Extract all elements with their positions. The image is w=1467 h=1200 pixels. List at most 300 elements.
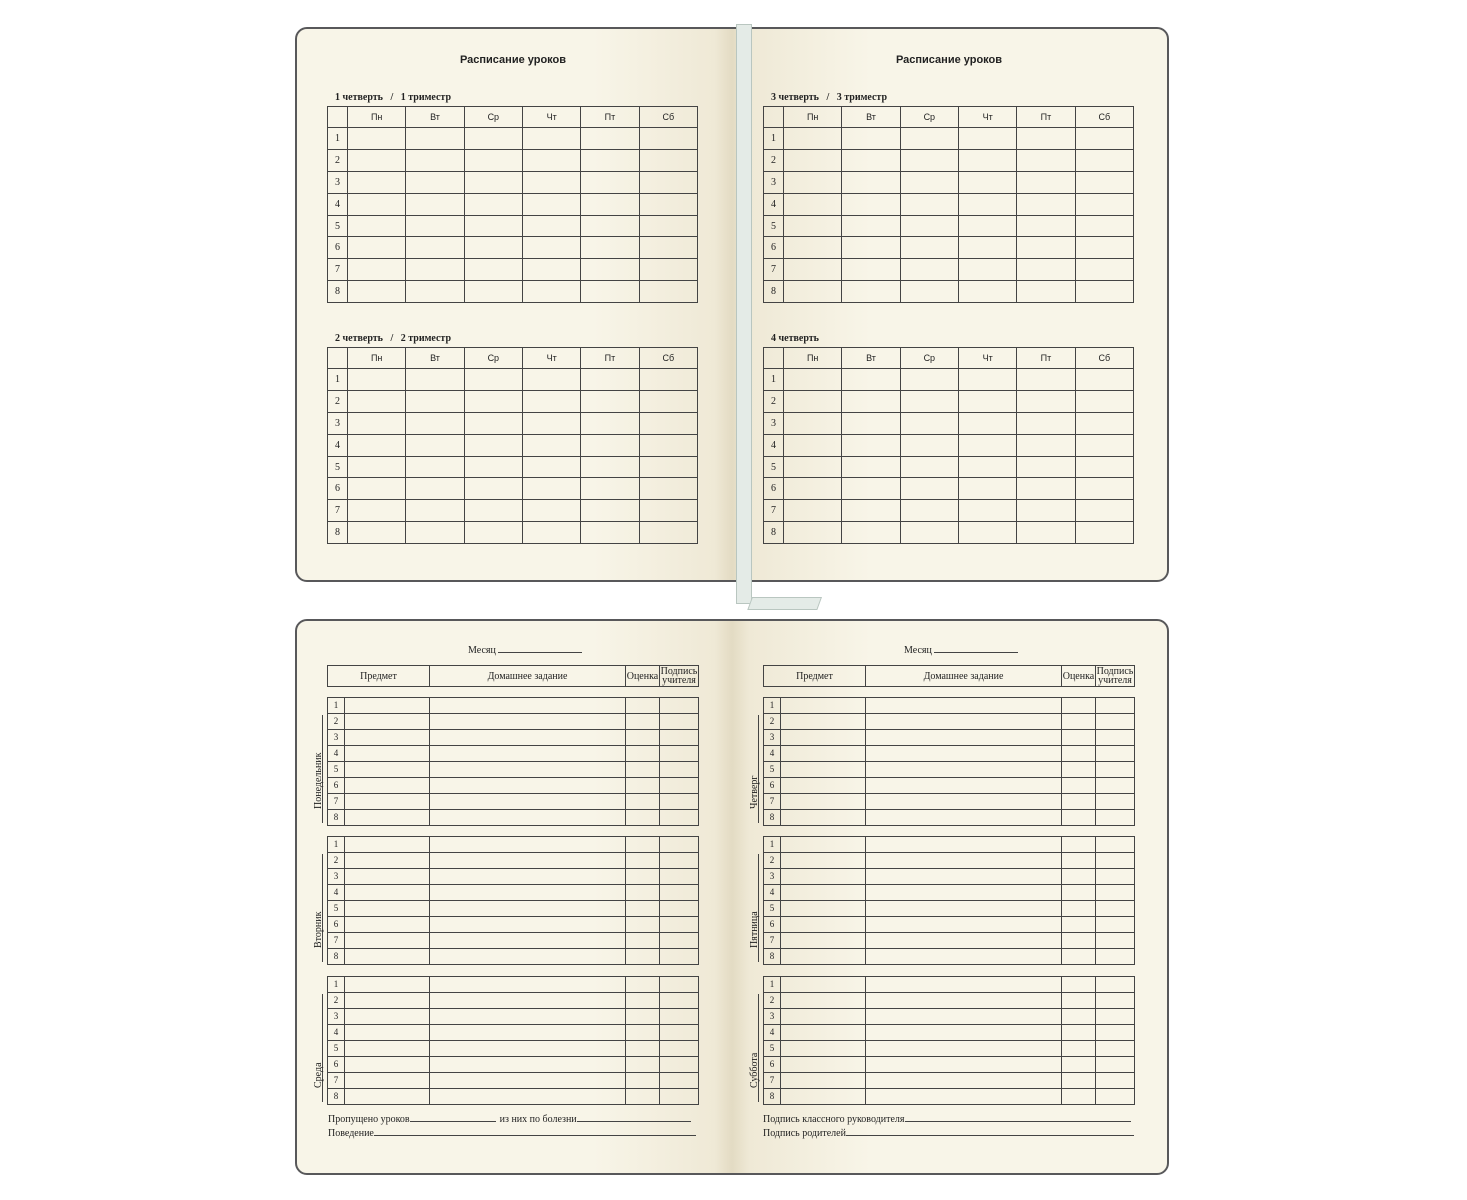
schedule-cell[interactable] (581, 434, 639, 456)
homework-cell[interactable] (866, 1024, 1062, 1040)
homework-cell[interactable] (430, 809, 626, 825)
schedule-cell[interactable] (348, 390, 406, 412)
schedule-cell[interactable] (522, 171, 580, 193)
subject-cell[interactable] (345, 992, 430, 1008)
subject-cell[interactable] (345, 852, 430, 868)
schedule-cell[interactable] (639, 500, 697, 522)
schedule-cell[interactable] (842, 412, 900, 434)
homework-cell[interactable] (866, 809, 1062, 825)
schedule-cell[interactable] (900, 412, 958, 434)
grade-cell[interactable] (1062, 948, 1096, 964)
schedule-cell[interactable] (1017, 522, 1075, 544)
schedule-cell[interactable] (406, 193, 464, 215)
schedule-cell[interactable] (1017, 259, 1075, 281)
schedule-cell[interactable] (842, 237, 900, 259)
subject-cell[interactable] (345, 900, 430, 916)
schedule-cell[interactable] (348, 522, 406, 544)
schedule-cell[interactable] (639, 128, 697, 150)
homework-cell[interactable] (430, 761, 626, 777)
homework-cell[interactable] (430, 1072, 626, 1088)
homework-cell[interactable] (866, 713, 1062, 729)
schedule-cell[interactable] (958, 237, 1016, 259)
schedule-cell[interactable] (522, 128, 580, 150)
homework-cell[interactable] (866, 729, 1062, 745)
schedule-cell[interactable] (1075, 281, 1133, 303)
subject-cell[interactable] (781, 761, 866, 777)
signature-cell[interactable] (1096, 932, 1135, 948)
schedule-cell[interactable] (842, 149, 900, 171)
schedule-cell[interactable] (900, 456, 958, 478)
grade-cell[interactable] (626, 793, 660, 809)
schedule-cell[interactable] (639, 259, 697, 281)
grade-cell[interactable] (1062, 1056, 1096, 1072)
schedule-cell[interactable] (406, 128, 464, 150)
subject-cell[interactable] (781, 977, 866, 993)
schedule-cell[interactable] (958, 522, 1016, 544)
schedule-cell[interactable] (581, 171, 639, 193)
schedule-cell[interactable] (639, 412, 697, 434)
homework-cell[interactable] (430, 900, 626, 916)
schedule-cell[interactable] (406, 369, 464, 391)
signature-cell[interactable] (1096, 745, 1135, 761)
schedule-cell[interactable] (581, 522, 639, 544)
schedule-cell[interactable] (1075, 390, 1133, 412)
homework-cell[interactable] (430, 793, 626, 809)
grade-cell[interactable] (626, 992, 660, 1008)
homework-cell[interactable] (430, 1008, 626, 1024)
signature-cell[interactable] (660, 809, 699, 825)
grade-cell[interactable] (1062, 745, 1096, 761)
schedule-cell[interactable] (900, 434, 958, 456)
subject-cell[interactable] (345, 868, 430, 884)
signature-cell[interactable] (660, 916, 699, 932)
grade-cell[interactable] (626, 1088, 660, 1104)
homework-cell[interactable] (866, 777, 1062, 793)
schedule-cell[interactable] (464, 215, 522, 237)
subject-cell[interactable] (781, 793, 866, 809)
schedule-cell[interactable] (958, 128, 1016, 150)
schedule-cell[interactable] (1017, 412, 1075, 434)
schedule-cell[interactable] (639, 281, 697, 303)
schedule-cell[interactable] (581, 149, 639, 171)
schedule-cell[interactable] (784, 478, 842, 500)
subject-cell[interactable] (345, 948, 430, 964)
schedule-cell[interactable] (522, 193, 580, 215)
grade-cell[interactable] (1062, 852, 1096, 868)
schedule-cell[interactable] (522, 412, 580, 434)
schedule-cell[interactable] (522, 456, 580, 478)
homework-cell[interactable] (430, 1088, 626, 1104)
homework-cell[interactable] (866, 761, 1062, 777)
schedule-cell[interactable] (1075, 128, 1133, 150)
schedule-cell[interactable] (464, 478, 522, 500)
signature-cell[interactable] (1096, 1056, 1135, 1072)
schedule-cell[interactable] (581, 281, 639, 303)
schedule-cell[interactable] (842, 171, 900, 193)
schedule-cell[interactable] (406, 390, 464, 412)
signature-cell[interactable] (660, 948, 699, 964)
signature-cell[interactable] (1096, 761, 1135, 777)
schedule-cell[interactable] (1017, 237, 1075, 259)
schedule-cell[interactable] (464, 128, 522, 150)
homework-cell[interactable] (866, 977, 1062, 993)
schedule-cell[interactable] (958, 478, 1016, 500)
schedule-cell[interactable] (639, 171, 697, 193)
subject-cell[interactable] (345, 713, 430, 729)
homework-cell[interactable] (430, 1056, 626, 1072)
schedule-cell[interactable] (348, 149, 406, 171)
signature-cell[interactable] (660, 852, 699, 868)
grade-cell[interactable] (626, 729, 660, 745)
schedule-cell[interactable] (1017, 500, 1075, 522)
schedule-cell[interactable] (958, 412, 1016, 434)
subject-cell[interactable] (781, 777, 866, 793)
subject-cell[interactable] (781, 900, 866, 916)
signature-cell[interactable] (1096, 852, 1135, 868)
homework-cell[interactable] (430, 916, 626, 932)
schedule-cell[interactable] (406, 456, 464, 478)
schedule-cell[interactable] (958, 171, 1016, 193)
schedule-cell[interactable] (958, 149, 1016, 171)
schedule-cell[interactable] (842, 390, 900, 412)
signature-cell[interactable] (1096, 948, 1135, 964)
schedule-cell[interactable] (842, 434, 900, 456)
schedule-cell[interactable] (842, 281, 900, 303)
homework-cell[interactable] (430, 745, 626, 761)
subject-cell[interactable] (345, 809, 430, 825)
signature-cell[interactable] (660, 713, 699, 729)
schedule-cell[interactable] (900, 215, 958, 237)
subject-cell[interactable] (781, 1072, 866, 1088)
subject-cell[interactable] (781, 992, 866, 1008)
schedule-cell[interactable] (784, 149, 842, 171)
schedule-cell[interactable] (406, 259, 464, 281)
schedule-cell[interactable] (639, 522, 697, 544)
schedule-cell[interactable] (1017, 281, 1075, 303)
schedule-cell[interactable] (1017, 369, 1075, 391)
homework-cell[interactable] (866, 1072, 1062, 1088)
schedule-cell[interactable] (1075, 215, 1133, 237)
schedule-cell[interactable] (958, 281, 1016, 303)
schedule-cell[interactable] (1075, 259, 1133, 281)
homework-cell[interactable] (430, 977, 626, 993)
schedule-cell[interactable] (639, 434, 697, 456)
homework-cell[interactable] (430, 1024, 626, 1040)
subject-cell[interactable] (781, 729, 866, 745)
schedule-cell[interactable] (784, 259, 842, 281)
grade-cell[interactable] (626, 1024, 660, 1040)
grade-cell[interactable] (626, 713, 660, 729)
schedule-cell[interactable] (639, 149, 697, 171)
subject-cell[interactable] (345, 884, 430, 900)
signature-cell[interactable] (1096, 900, 1135, 916)
signature-cell[interactable] (660, 868, 699, 884)
schedule-cell[interactable] (522, 434, 580, 456)
schedule-cell[interactable] (639, 215, 697, 237)
grade-cell[interactable] (626, 1072, 660, 1088)
schedule-cell[interactable] (581, 456, 639, 478)
schedule-cell[interactable] (348, 281, 406, 303)
schedule-cell[interactable] (581, 193, 639, 215)
grade-cell[interactable] (1062, 932, 1096, 948)
schedule-cell[interactable] (581, 128, 639, 150)
schedule-cell[interactable] (522, 281, 580, 303)
schedule-cell[interactable] (784, 456, 842, 478)
grade-cell[interactable] (1062, 713, 1096, 729)
signature-cell[interactable] (660, 1008, 699, 1024)
signature-cell[interactable] (1096, 729, 1135, 745)
schedule-cell[interactable] (784, 171, 842, 193)
signature-cell[interactable] (660, 900, 699, 916)
signature-cell[interactable] (660, 1040, 699, 1056)
schedule-cell[interactable] (639, 478, 697, 500)
schedule-cell[interactable] (581, 215, 639, 237)
schedule-cell[interactable] (522, 500, 580, 522)
schedule-cell[interactable] (581, 259, 639, 281)
schedule-cell[interactable] (1017, 456, 1075, 478)
schedule-cell[interactable] (406, 281, 464, 303)
homework-cell[interactable] (866, 1040, 1062, 1056)
grade-cell[interactable] (1062, 992, 1096, 1008)
subject-cell[interactable] (345, 932, 430, 948)
schedule-cell[interactable] (1017, 434, 1075, 456)
schedule-cell[interactable] (1075, 237, 1133, 259)
schedule-cell[interactable] (464, 456, 522, 478)
schedule-cell[interactable] (348, 128, 406, 150)
schedule-cell[interactable] (784, 128, 842, 150)
signature-cell[interactable] (1096, 809, 1135, 825)
schedule-cell[interactable] (464, 149, 522, 171)
subject-cell[interactable] (345, 1088, 430, 1104)
signature-cell[interactable] (1096, 1040, 1135, 1056)
subject-cell[interactable] (345, 1024, 430, 1040)
grade-cell[interactable] (1062, 793, 1096, 809)
homework-cell[interactable] (430, 852, 626, 868)
signature-cell[interactable] (1096, 916, 1135, 932)
subject-cell[interactable] (781, 868, 866, 884)
schedule-cell[interactable] (464, 369, 522, 391)
schedule-cell[interactable] (958, 456, 1016, 478)
schedule-cell[interactable] (1075, 478, 1133, 500)
schedule-cell[interactable] (1075, 434, 1133, 456)
signature-cell[interactable] (1096, 793, 1135, 809)
schedule-cell[interactable] (900, 149, 958, 171)
subject-cell[interactable] (345, 1056, 430, 1072)
schedule-cell[interactable] (1017, 215, 1075, 237)
schedule-cell[interactable] (348, 478, 406, 500)
subject-cell[interactable] (781, 1008, 866, 1024)
subject-cell[interactable] (345, 698, 430, 714)
grade-cell[interactable] (626, 977, 660, 993)
signature-cell[interactable] (660, 1088, 699, 1104)
homework-cell[interactable] (866, 793, 1062, 809)
schedule-cell[interactable] (842, 369, 900, 391)
schedule-cell[interactable] (348, 434, 406, 456)
homework-cell[interactable] (430, 777, 626, 793)
homework-cell[interactable] (866, 900, 1062, 916)
grade-cell[interactable] (626, 837, 660, 853)
grade-cell[interactable] (626, 916, 660, 932)
signature-cell[interactable] (1096, 1024, 1135, 1040)
signature-cell[interactable] (1096, 1072, 1135, 1088)
schedule-cell[interactable] (1075, 456, 1133, 478)
schedule-cell[interactable] (900, 390, 958, 412)
schedule-cell[interactable] (639, 193, 697, 215)
schedule-cell[interactable] (406, 500, 464, 522)
signature-cell[interactable] (1096, 884, 1135, 900)
schedule-cell[interactable] (348, 215, 406, 237)
schedule-cell[interactable] (900, 369, 958, 391)
homework-cell[interactable] (430, 992, 626, 1008)
homework-cell[interactable] (430, 868, 626, 884)
schedule-cell[interactable] (522, 522, 580, 544)
schedule-cell[interactable] (784, 281, 842, 303)
schedule-cell[interactable] (522, 259, 580, 281)
schedule-cell[interactable] (784, 500, 842, 522)
grade-cell[interactable] (626, 1040, 660, 1056)
signature-cell[interactable] (1096, 837, 1135, 853)
homework-cell[interactable] (866, 1008, 1062, 1024)
homework-cell[interactable] (866, 932, 1062, 948)
signature-cell[interactable] (660, 837, 699, 853)
schedule-cell[interactable] (958, 500, 1016, 522)
schedule-cell[interactable] (522, 369, 580, 391)
subject-cell[interactable] (345, 1040, 430, 1056)
schedule-cell[interactable] (406, 412, 464, 434)
schedule-cell[interactable] (522, 390, 580, 412)
homework-cell[interactable] (430, 729, 626, 745)
grade-cell[interactable] (1062, 868, 1096, 884)
grade-cell[interactable] (626, 809, 660, 825)
schedule-cell[interactable] (348, 369, 406, 391)
homework-cell[interactable] (866, 698, 1062, 714)
schedule-cell[interactable] (1017, 193, 1075, 215)
schedule-cell[interactable] (958, 193, 1016, 215)
subject-cell[interactable] (781, 713, 866, 729)
schedule-cell[interactable] (1017, 478, 1075, 500)
grade-cell[interactable] (1062, 777, 1096, 793)
grade-cell[interactable] (1062, 1008, 1096, 1024)
grade-cell[interactable] (626, 932, 660, 948)
schedule-cell[interactable] (784, 390, 842, 412)
subject-cell[interactable] (781, 948, 866, 964)
grade-cell[interactable] (626, 852, 660, 868)
signature-cell[interactable] (660, 793, 699, 809)
grade-cell[interactable] (1062, 1072, 1096, 1088)
grade-cell[interactable] (1062, 761, 1096, 777)
grade-cell[interactable] (626, 1056, 660, 1072)
schedule-cell[interactable] (1017, 149, 1075, 171)
schedule-cell[interactable] (464, 390, 522, 412)
schedule-cell[interactable] (1075, 171, 1133, 193)
schedule-cell[interactable] (348, 412, 406, 434)
schedule-cell[interactable] (784, 412, 842, 434)
schedule-cell[interactable] (900, 237, 958, 259)
signature-cell[interactable] (1096, 1088, 1135, 1104)
schedule-cell[interactable] (900, 171, 958, 193)
schedule-cell[interactable] (842, 456, 900, 478)
schedule-cell[interactable] (464, 412, 522, 434)
grade-cell[interactable] (626, 868, 660, 884)
schedule-cell[interactable] (900, 522, 958, 544)
homework-cell[interactable] (430, 884, 626, 900)
schedule-cell[interactable] (406, 171, 464, 193)
subject-cell[interactable] (781, 1056, 866, 1072)
signature-cell[interactable] (660, 698, 699, 714)
signature-cell[interactable] (660, 977, 699, 993)
subject-cell[interactable] (781, 932, 866, 948)
schedule-cell[interactable] (581, 369, 639, 391)
schedule-cell[interactable] (464, 434, 522, 456)
schedule-cell[interactable] (784, 215, 842, 237)
subject-cell[interactable] (345, 837, 430, 853)
signature-cell[interactable] (660, 884, 699, 900)
homework-cell[interactable] (866, 868, 1062, 884)
homework-cell[interactable] (866, 1056, 1062, 1072)
subject-cell[interactable] (345, 977, 430, 993)
grade-cell[interactable] (1062, 837, 1096, 853)
homework-cell[interactable] (430, 837, 626, 853)
signature-cell[interactable] (660, 777, 699, 793)
subject-cell[interactable] (345, 793, 430, 809)
subject-cell[interactable] (345, 729, 430, 745)
schedule-cell[interactable] (842, 259, 900, 281)
grade-cell[interactable] (1062, 884, 1096, 900)
subject-cell[interactable] (781, 884, 866, 900)
signature-cell[interactable] (660, 992, 699, 1008)
month-field-right[interactable] (904, 645, 1018, 656)
schedule-cell[interactable] (464, 500, 522, 522)
schedule-cell[interactable] (900, 500, 958, 522)
schedule-cell[interactable] (348, 259, 406, 281)
schedule-cell[interactable] (581, 478, 639, 500)
schedule-cell[interactable] (406, 237, 464, 259)
schedule-cell[interactable] (900, 281, 958, 303)
schedule-cell[interactable] (464, 237, 522, 259)
schedule-cell[interactable] (406, 215, 464, 237)
grade-cell[interactable] (1062, 729, 1096, 745)
signature-cell[interactable] (660, 761, 699, 777)
signature-cell[interactable] (1096, 992, 1135, 1008)
schedule-cell[interactable] (784, 434, 842, 456)
schedule-cell[interactable] (348, 237, 406, 259)
grade-cell[interactable] (1062, 698, 1096, 714)
schedule-cell[interactable] (522, 149, 580, 171)
homework-cell[interactable] (866, 745, 1062, 761)
subject-cell[interactable] (345, 745, 430, 761)
subject-cell[interactable] (781, 1088, 866, 1104)
schedule-cell[interactable] (900, 193, 958, 215)
homework-cell[interactable] (866, 916, 1062, 932)
subject-cell[interactable] (781, 852, 866, 868)
schedule-cell[interactable] (958, 434, 1016, 456)
subject-cell[interactable] (781, 837, 866, 853)
subject-cell[interactable] (345, 916, 430, 932)
grade-cell[interactable] (626, 761, 660, 777)
schedule-cell[interactable] (406, 149, 464, 171)
schedule-cell[interactable] (900, 259, 958, 281)
subject-cell[interactable] (345, 1072, 430, 1088)
month-field-left[interactable] (468, 645, 582, 656)
signature-cell[interactable] (660, 932, 699, 948)
subject-cell[interactable] (781, 916, 866, 932)
schedule-cell[interactable] (784, 369, 842, 391)
schedule-cell[interactable] (958, 215, 1016, 237)
schedule-cell[interactable] (464, 193, 522, 215)
subject-cell[interactable] (781, 809, 866, 825)
homework-cell[interactable] (866, 837, 1062, 853)
schedule-cell[interactable] (348, 193, 406, 215)
